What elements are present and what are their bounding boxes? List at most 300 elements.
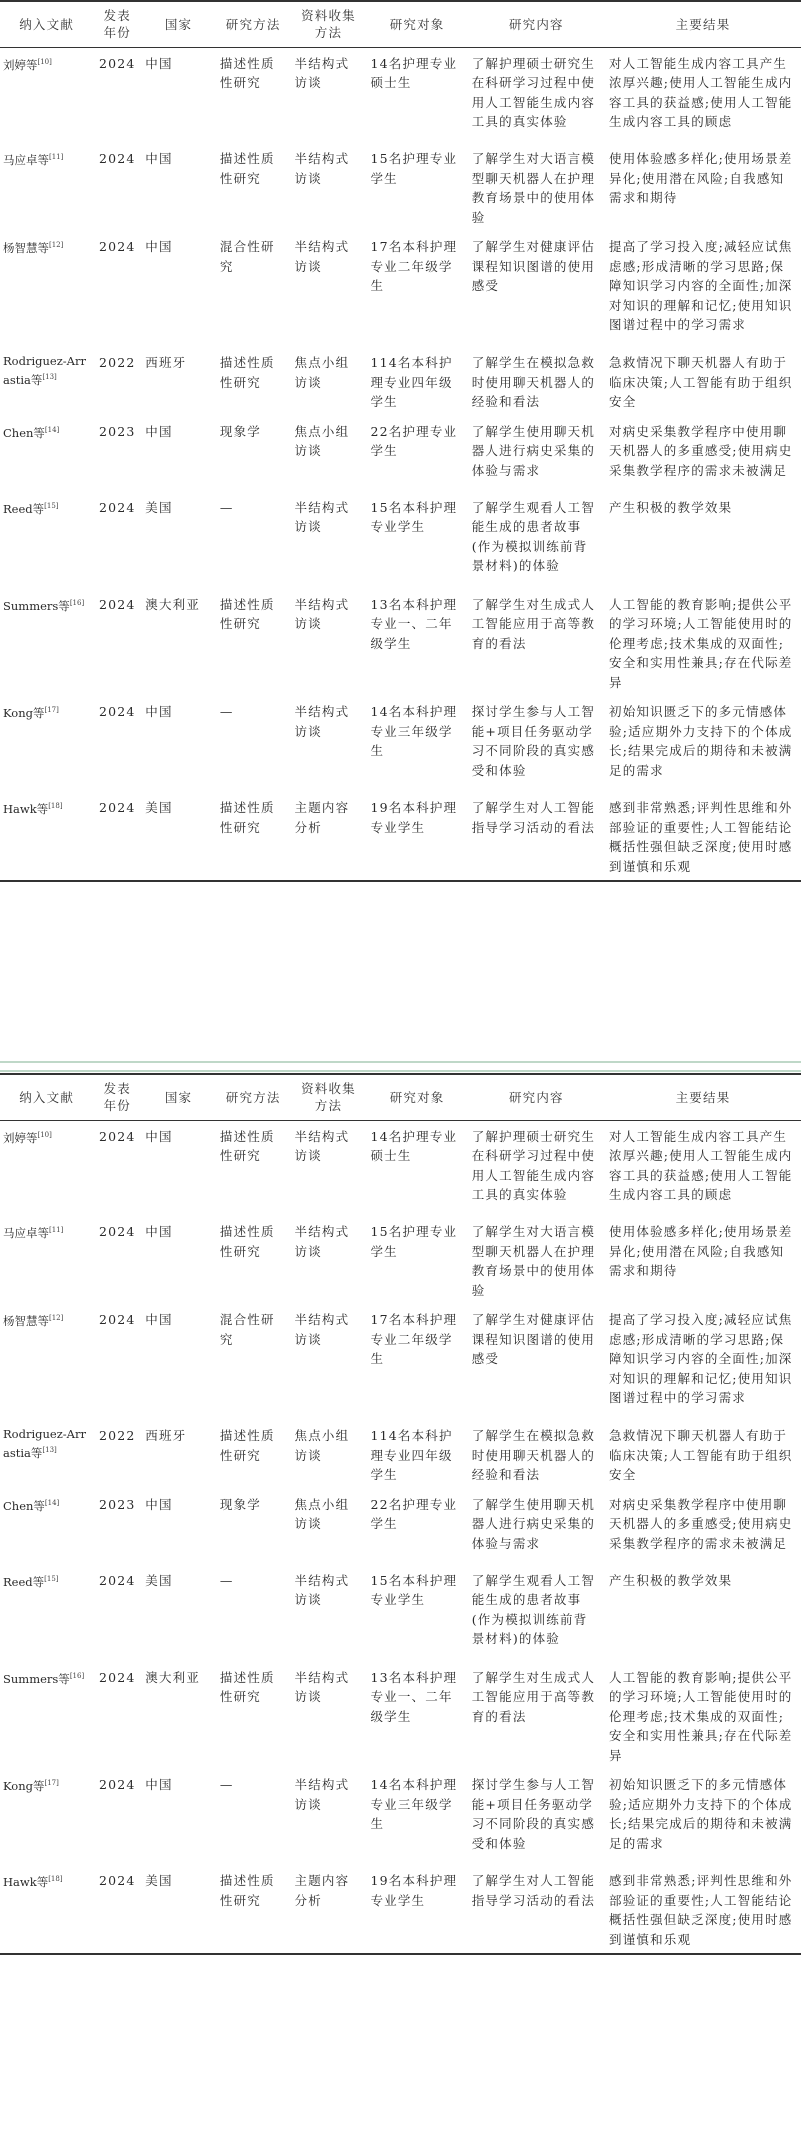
table-row [0,1304,801,1420]
cell-country-text: 中国 [145,1777,173,1792]
cell-method [216,1304,291,1420]
cell-study [0,1489,93,1565]
cell-subjects-text: 15名本科护理专业学生 [370,1572,458,1607]
cell-results-text: 使用体验感多样化;使用场景差异化;使用潜在风险;自我感知需求和期待 [609,151,793,205]
cell-content-text: 探讨学生参与人工智能+项目任务驱动学习不同阶段的真实感受和体验 [471,704,596,778]
cell-study-text: Reed等 [3,501,45,516]
cell-method [216,1565,291,1662]
cell-method-text: 描述性质性研究 [219,800,275,835]
cell-content-text: 了解护理硕士研究生在科研学习过程中使用人工智能生成内容工具的真实体验 [471,55,596,129]
cell-collection [291,589,367,697]
cell-study [0,1662,93,1770]
table-row [0,1565,801,1662]
cell-results-text: 产生积极的教学效果 [609,1572,733,1588]
header-method: 研究方法 [216,1074,291,1120]
table-header-row [0,1,801,47]
cell-results-text: 急救情况下聊天机器人有助于临床决策;人工智能有助于组织安全 [609,355,793,409]
cell-method-text: 描述性质性研究 [219,1428,275,1463]
cell-method-text: 描述性质性研究 [219,1669,275,1704]
header-subjects: 研究对象 [366,1074,467,1120]
header-method: 研究方法 [216,1,291,47]
cell-method [216,1662,291,1770]
cell-collection [291,1662,367,1770]
cell-results [605,1865,801,1954]
section-divider [0,1061,801,1072]
cell-study [0,1120,93,1216]
cell-country [141,1120,216,1216]
cell-collection-text: 焦点小组访谈 [294,355,350,390]
cell-country [141,1769,216,1865]
cell-method-text: 现象学 [219,423,261,439]
cell-study [0,1304,93,1420]
cell-country [141,1420,216,1489]
cell-subjects [366,347,467,416]
cell-subjects-text: 114名本科护理专业四年级学生 [370,1428,453,1482]
cell-content-text: 了解学生对生成式人工智能应用于高等教育的看法 [471,1669,596,1724]
table-row [0,47,801,143]
cell-subjects-text: 14名护理专业硕士生 [370,1128,458,1163]
cell-results [605,1489,801,1565]
cell-subjects-text: 19名本科护理专业学生 [370,1873,458,1908]
cell-subjects [366,143,467,231]
cell-collection-text: 焦点小组访谈 [294,423,350,458]
cell-method-text: 描述性质性研究 [219,55,275,90]
cell-year-text: 2024 [98,151,136,166]
cell-country [141,47,216,143]
cell-study-text: 杨智慧等 [3,1313,49,1328]
cell-content-text: 了解学生使用聊天机器人进行病史采集的体验与需求 [471,423,596,478]
cell-content-text: 了解学生观看人工智能生成的患者故事(作为模拟训练前背景材料)的体验 [471,1572,596,1646]
cell-subjects [366,696,467,792]
header-country: 国家 [141,1,216,47]
table-row [0,1769,801,1865]
cell-collection [291,1565,367,1662]
cell-year [93,347,141,416]
cell-study-text: Rodriguez-Arrastia等 [3,1427,86,1460]
cell-method-text: 描述性质性研究 [219,1873,275,1908]
cell-subjects [366,1120,467,1216]
cell-method [216,347,291,416]
cell-year-text: 2024 [98,1572,136,1588]
cell-collection-text: 焦点小组访谈 [294,1496,350,1531]
table-row [0,1216,801,1304]
reference-number: [17] [44,1779,59,1787]
cell-subjects [366,1865,467,1954]
cell-content-text: 了解学生使用聊天机器人进行病史采集的体验与需求 [471,1496,596,1551]
cell-collection [291,1420,367,1489]
cell-content [468,416,605,492]
cell-method [216,1216,291,1304]
cell-country [141,696,216,792]
cell-collection [291,1489,367,1565]
cell-results-text: 初始知识匮乏下的多元情感体验;适应期外力支持下的个体成长;结果完成后的期待和未被满足的需求 [609,704,793,778]
cell-study [0,1565,93,1662]
cell-subjects [366,1216,467,1304]
cell-method [216,792,291,881]
cell-content [468,1489,605,1565]
table-row [0,1120,801,1216]
cell-country-text: 中国 [145,239,173,254]
header-collection: 资料收集方法 [291,1,367,47]
reference-number: [18] [48,1875,63,1883]
cell-collection [291,1865,367,1954]
cell-content-text: 了解学生观看人工智能生成的患者故事(作为模拟训练前背景材料)的体验 [471,499,596,573]
cell-collection-text: 焦点小组访谈 [294,1428,350,1463]
header-study: 纳入文献 [0,1074,93,1120]
cell-study-text: Reed等 [3,1574,45,1589]
cell-study-text: Hawk等 [3,1874,49,1889]
cell-year-text: 2024 [98,596,136,612]
cell-content-text: 了解学生对人工智能指导学习活动的看法 [471,800,596,835]
cell-year-text: 2024 [98,704,136,719]
cell-country-text: 澳大利亚 [145,1669,201,1685]
cell-method [216,47,291,143]
cell-subjects-text: 114名本科护理专业四年级学生 [370,355,453,409]
cell-collection-text: 半结构式访谈 [294,1312,350,1347]
cell-results [605,47,801,143]
cell-collection-text: 半结构式访谈 [294,55,350,90]
table-row [0,1489,801,1565]
cell-subjects [366,792,467,881]
header-country: 国家 [141,1074,216,1120]
cell-study [0,1216,93,1304]
cell-results [605,1662,801,1770]
cell-collection [291,696,367,792]
cell-country-text: 美国 [145,1572,173,1588]
reference-number: [14] [44,1498,60,1507]
cell-study-text: 马应卓等 [3,152,49,167]
cell-collection [291,1769,367,1865]
cell-year [93,1662,141,1770]
cell-content [468,231,605,347]
cell-subjects [366,47,467,143]
cell-study-text: 刘婷等 [3,57,38,72]
cell-subjects-text: 14名本科护理专业三年级学生 [370,704,458,758]
cell-year-text: 2024 [98,1224,136,1239]
cell-subjects-text: 15名本科护理专业学生 [370,499,458,534]
cell-content-text: 了解学生对人工智能指导学习活动的看法 [471,1873,596,1908]
cell-content-text: 了解学生对健康评估课程知识图谱的使用感受 [471,1312,596,1366]
reference-number: [11] [49,153,64,161]
cell-collection [291,143,367,231]
cell-subjects [366,416,467,492]
cell-year [93,589,141,697]
cell-subjects [366,1769,467,1865]
cell-results-text: 提高了学习投入度;减轻应试焦虑感;形成清晰的学习思路;保障知识学习内容的全面性;加深对知识的理解和记忆;使用知识图谱过程中的学习需求 [609,1312,793,1405]
cell-results [605,1420,801,1489]
cell-collection-text: 半结构式访谈 [294,1669,350,1704]
reference-number: [13] [42,373,57,381]
cell-year [93,1565,141,1662]
cell-year-text: 2022 [98,1428,136,1443]
cell-study-text: Summers等 [3,598,70,613]
table-row [0,1865,801,1954]
header-content: 研究内容 [468,1074,605,1120]
cell-study [0,47,93,143]
cell-method-text: — [219,704,234,719]
cell-study-text: 马应卓等 [3,1225,49,1240]
cell-study-text: Chen等 [3,425,45,440]
cell-results-text: 对人工智能生成内容工具产生浓厚兴趣;使用人工智能生成内容工具的获益感;使用人工智能生成内容工具的顾虑 [609,1128,793,1202]
cell-collection [291,47,367,143]
cell-content [468,1865,605,1954]
reference-number: [13] [42,1446,57,1454]
cell-content [468,143,605,231]
cell-method-text: — [219,499,234,515]
cell-collection-text: 半结构式访谈 [294,1128,350,1163]
cell-collection [291,416,367,492]
cell-method [216,1420,291,1489]
cell-collection-text: 半结构式访谈 [294,704,350,739]
cell-country-text: 中国 [145,55,173,71]
cell-year [93,492,141,589]
cell-subjects-text: 13名本科护理专业一、二年级学生 [370,596,458,651]
cell-country-text: 中国 [145,1312,173,1327]
cell-collection [291,792,367,881]
cell-year-text: 2024 [98,239,136,254]
cell-country-text: 美国 [145,1873,173,1888]
cell-results [605,347,801,416]
cell-country [141,143,216,231]
cell-content-text: 了解护理硕士研究生在科研学习过程中使用人工智能生成内容工具的真实体验 [471,1128,596,1202]
cell-method [216,589,291,697]
cell-country [141,589,216,697]
cell-subjects [366,1662,467,1770]
cell-country-text: 中国 [145,704,173,719]
cell-study [0,1865,93,1954]
cell-results-text: 人工智能的教育影响;提供公平的学习环境;人工智能使用时的伦理考虑;技术集成的双面性;安全和实用性兼具;存在代际差异 [609,1669,793,1763]
cell-content [468,347,605,416]
table-row [0,347,801,416]
cell-study [0,347,93,416]
cell-content [468,1769,605,1865]
cell-results [605,143,801,231]
cell-study [0,1769,93,1865]
cell-subjects-text: 15名护理专业学生 [370,1224,458,1259]
reference-number: [15] [44,1574,59,1583]
cell-year [93,1120,141,1216]
cell-year-text: 2024 [98,1873,136,1888]
cell-year [93,47,141,143]
cell-results [605,1769,801,1865]
reference-number: [10] [37,57,52,66]
cell-content [468,1304,605,1420]
cell-content-text: 探讨学生参与人工智能+项目任务驱动学习不同阶段的真实感受和体验 [471,1777,596,1851]
cell-subjects [366,1304,467,1420]
table-row [0,143,801,231]
table-body [0,1120,801,1954]
reference-number: [10] [37,1130,52,1139]
cell-country [141,792,216,881]
cell-method [216,231,291,347]
table-row [0,792,801,881]
header-content: 研究内容 [468,1,605,47]
reference-number: [17] [44,706,59,714]
cell-subjects [366,1420,467,1489]
studies-table [0,1073,801,1955]
cell-country [141,416,216,492]
cell-country [141,1865,216,1954]
cell-results-text: 对病史采集教学程序中使用聊天机器人的多重感受;使用病史采集教学程序的需求未被满足 [609,423,793,478]
cell-method-text: 描述性质性研究 [219,596,275,631]
cell-year [93,1865,141,1954]
cell-collection-text: 半结构式访谈 [294,239,350,274]
cell-year-text: 2024 [98,499,136,515]
cell-study [0,416,93,492]
cell-study-text: Chen等 [3,1498,45,1513]
cell-content [468,1420,605,1489]
cell-country [141,1565,216,1662]
cell-method [216,1489,291,1565]
cell-content [468,1216,605,1304]
cell-year [93,696,141,792]
cell-subjects-text: 19名本科护理专业学生 [370,800,458,835]
reference-number: [15] [44,501,59,510]
cell-year [93,1489,141,1565]
cell-content [468,1565,605,1662]
cell-content [468,492,605,589]
cell-country-text: 澳大利亚 [145,596,201,612]
cell-method-text: 描述性质性研究 [219,1224,275,1259]
cell-collection [291,1304,367,1420]
cell-collection-text: 半结构式访谈 [294,499,350,534]
cell-study [0,143,93,231]
cell-study-text: Kong等 [3,705,45,720]
table-body [0,47,801,881]
cell-study-text: Hawk等 [3,801,49,816]
cell-country-text: 西班牙 [145,355,187,370]
cell-year [93,1420,141,1489]
cell-method-text: 现象学 [219,1496,261,1512]
cell-method-text: 描述性质性研究 [219,151,275,186]
reference-number: [18] [48,802,63,810]
cell-country-text: 中国 [145,1128,173,1144]
cell-subjects-text: 13名本科护理专业一、二年级学生 [370,1669,458,1724]
cell-subjects [366,589,467,697]
table-header-row [0,1074,801,1120]
cell-country [141,1216,216,1304]
reference-number: [11] [49,1226,64,1234]
cell-results [605,792,801,881]
table-block-1 [0,0,801,1060]
cell-study [0,1420,93,1489]
cell-results [605,1216,801,1304]
header-collection: 资料收集方法 [291,1074,367,1120]
cell-method [216,492,291,589]
table-row [0,696,801,792]
table-row [0,492,801,589]
cell-results-text: 提高了学习投入度;减轻应试焦虑感;形成清晰的学习思路;保障知识学习内容的全面性;加深对知识的理解和记忆;使用知识图谱过程中的学习需求 [609,239,793,332]
cell-country-text: 中国 [145,151,173,166]
cell-country-text: 中国 [145,1496,173,1512]
cell-year [93,1304,141,1420]
reference-number: [16] [69,1671,85,1680]
table-row [0,1420,801,1489]
cell-collection-text: 半结构式访谈 [294,1572,350,1607]
cell-country-text: 美国 [145,499,173,515]
cell-method-text: 描述性质性研究 [219,355,275,390]
cell-study-text: 刘婷等 [3,1130,38,1145]
cell-year [93,416,141,492]
header-subjects: 研究对象 [366,1,467,47]
cell-results [605,1120,801,1216]
cell-content-text: 了解学生在模拟急救时使用聊天机器人的经验和看法 [471,355,596,409]
cell-subjects-text: 17名本科护理专业二年级学生 [370,239,458,293]
cell-year [93,1216,141,1304]
table-row [0,1662,801,1770]
cell-study-text: 杨智慧等 [3,240,49,255]
cell-year-text: 2024 [98,800,136,815]
cell-study [0,231,93,347]
studies-table [0,0,801,882]
cell-content-text: 了解学生对大语言模型聊天机器人在护理教育场景中的使用体验 [471,1224,596,1298]
cell-subjects [366,1489,467,1565]
cell-content-text: 了解学生对大语言模型聊天机器人在护理教育场景中的使用体验 [471,151,596,225]
cell-year [93,1769,141,1865]
cell-country [141,492,216,589]
cell-results-text: 感到非常熟悉;评判性思维和外部验证的重要性;人工智能结论概括性强但缺乏深度;使用时感到谨慎和乐观 [609,1873,793,1947]
reference-number: [16] [69,598,85,607]
cell-results [605,1565,801,1662]
cell-method-text: 混合性研究 [219,239,275,274]
cell-country [141,1304,216,1420]
cell-country [141,1662,216,1770]
cell-results [605,589,801,697]
cell-country [141,231,216,347]
cell-collection-text: 半结构式访谈 [294,1224,350,1259]
cell-results [605,1304,801,1420]
cell-subjects-text: 17名本科护理专业二年级学生 [370,1312,458,1366]
cell-study [0,792,93,881]
cell-results [605,416,801,492]
cell-country-text: 中国 [145,1224,173,1239]
cell-collection-text: 半结构式访谈 [294,1777,350,1812]
cell-content [468,1120,605,1216]
cell-subjects-text: 14名护理专业硕士生 [370,55,458,90]
cell-results-text: 急救情况下聊天机器人有助于临床决策;人工智能有助于组织安全 [609,1428,793,1482]
header-year: 发表年份 [93,1074,141,1120]
cell-content [468,792,605,881]
cell-method [216,696,291,792]
cell-method [216,416,291,492]
cell-subjects-text: 22名护理专业学生 [370,1496,458,1531]
cell-year-text: 2022 [98,355,136,370]
cell-subjects [366,1565,467,1662]
cell-country-text: 中国 [145,423,173,439]
cell-country [141,1489,216,1565]
cell-year [93,231,141,347]
cell-method [216,1120,291,1216]
reference-number: [12] [49,241,64,249]
cell-method-text: 混合性研究 [219,1312,275,1347]
cell-year-text: 2023 [98,1496,136,1512]
cell-results-text: 初始知识匮乏下的多元情感体验;适应期外力支持下的个体成长;结果完成后的期待和未被满足的需求 [609,1777,793,1851]
cell-country-text: 美国 [145,800,173,815]
cell-results-text: 对病史采集教学程序中使用聊天机器人的多重感受;使用病史采集教学程序的需求未被满足 [609,1496,793,1551]
cell-results-text: 人工智能的教育影响;提供公平的学习环境;人工智能使用时的伦理考虑;技术集成的双面性;安全和实用性兼具;存在代际差异 [609,596,793,690]
cell-content [468,1662,605,1770]
cell-collection-text: 半结构式访谈 [294,151,350,186]
cell-study [0,589,93,697]
cell-content [468,589,605,697]
cell-study-text: Rodriguez-Arrastia等 [3,354,86,387]
cell-results-text: 感到非常熟悉;评判性思维和外部验证的重要性;人工智能结论概括性强但缺乏深度;使用时感到谨慎和乐观 [609,800,793,874]
cell-results-text: 产生积极的教学效果 [609,499,733,515]
header-results: 主要结果 [605,1074,801,1120]
cell-subjects-text: 15名护理专业学生 [370,151,458,186]
cell-content-text: 了解学生对健康评估课程知识图谱的使用感受 [471,239,596,293]
cell-subjects-text: 14名本科护理专业三年级学生 [370,1777,458,1831]
